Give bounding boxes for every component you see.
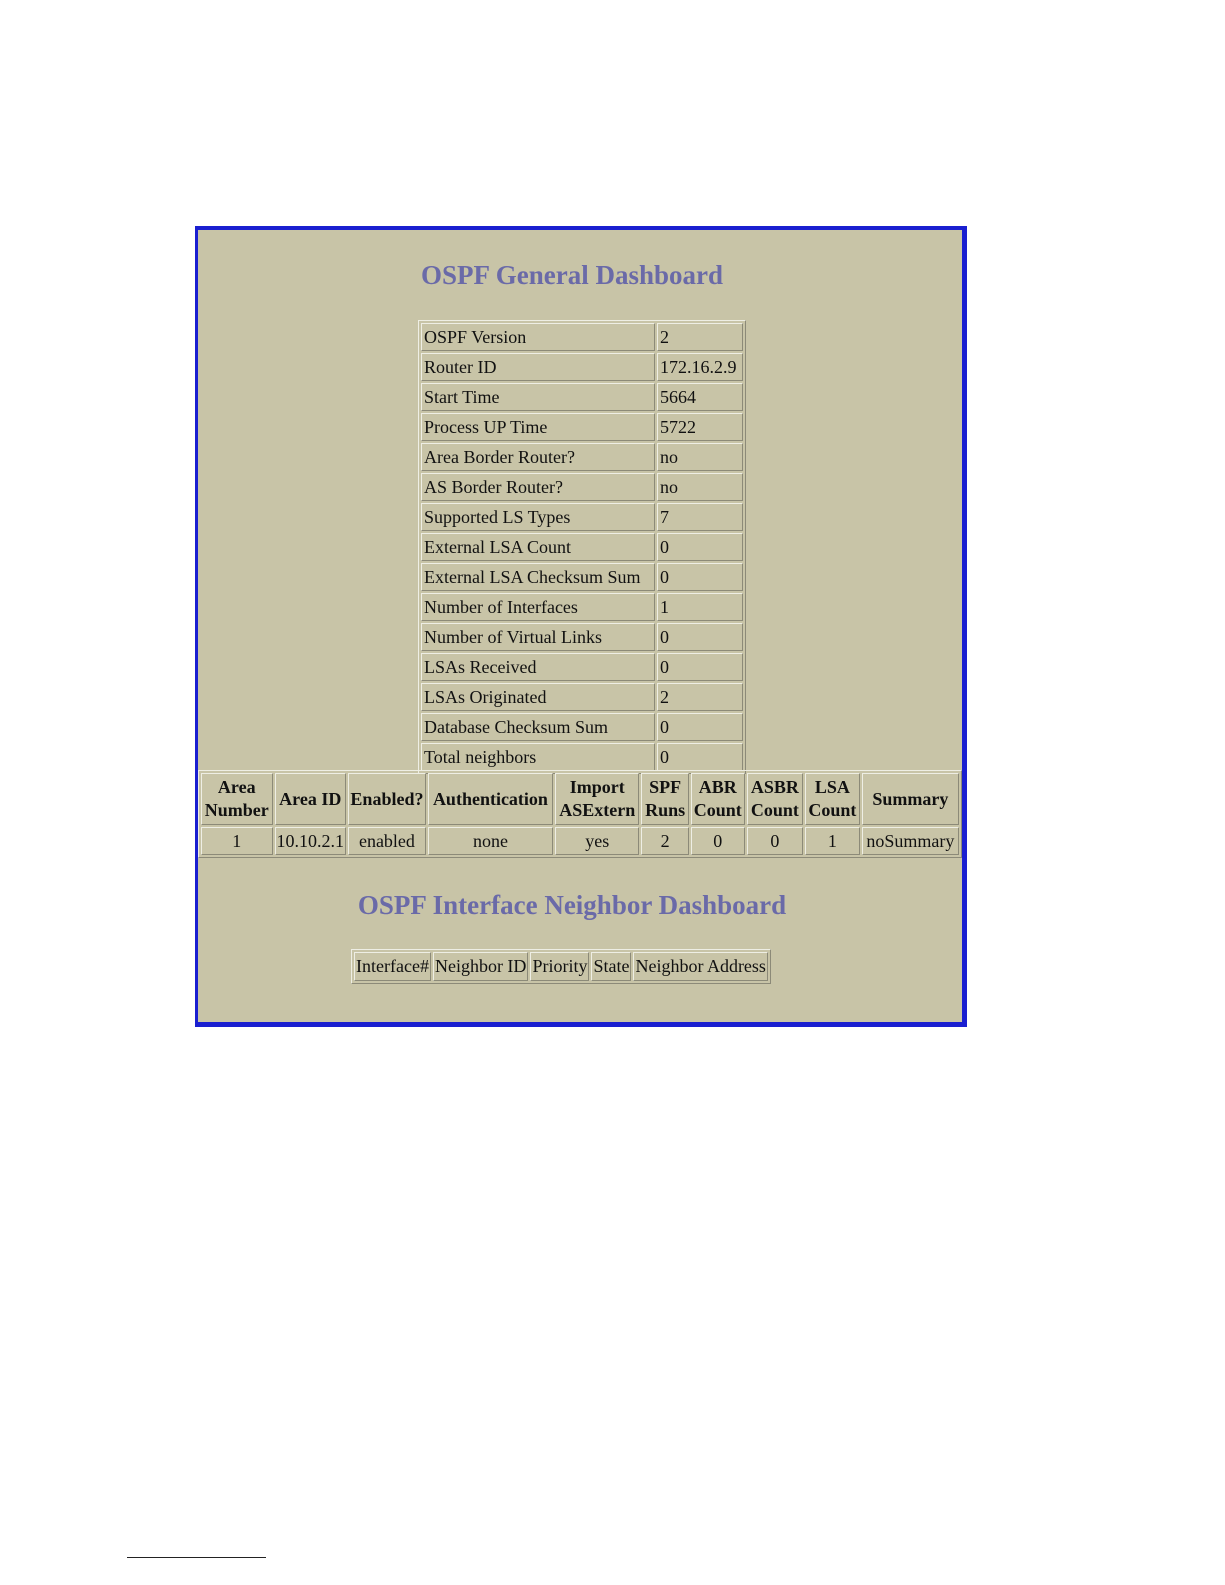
general-row-label: Number of Virtual Links xyxy=(421,623,655,651)
general-row-value: no xyxy=(657,443,743,471)
general-row-label: Number of Interfaces xyxy=(421,593,655,621)
area-column-header xyxy=(805,773,860,825)
general-row-label: Router ID xyxy=(421,353,655,381)
area-column-header-text: ASExtern xyxy=(559,800,636,820)
area-column-header xyxy=(428,773,553,825)
general-row-value: 5722 xyxy=(657,413,743,441)
area-column-header-text: Count xyxy=(693,800,742,820)
area-column-header-text: Import xyxy=(569,777,625,797)
neighbor-column-header: Neighbor ID xyxy=(433,952,528,981)
area-column-header-text: LSA xyxy=(814,777,850,797)
area-column-header-text: Count xyxy=(808,800,857,820)
general-row-value: 2 xyxy=(657,323,743,351)
area-column-header-text: Count xyxy=(750,800,799,820)
general-row-value: 0 xyxy=(657,653,743,681)
general-row-value: 7 xyxy=(657,503,743,531)
general-row-label: LSAs Originated xyxy=(421,683,655,711)
general-row xyxy=(421,383,743,411)
area-column-header xyxy=(555,773,639,825)
area-column-header-text: Enabled? xyxy=(350,788,424,809)
general-info-table xyxy=(418,320,746,774)
general-row-value: no xyxy=(657,473,743,501)
general-row xyxy=(421,323,743,351)
general-row-value: 172.16.2.9 xyxy=(657,353,743,381)
general-row xyxy=(421,503,743,531)
area-column-header-text: Runs xyxy=(645,800,686,820)
area-cell: 0 xyxy=(691,827,745,855)
area-column-header-text: Summary xyxy=(872,788,949,809)
area-column-header xyxy=(348,773,426,825)
neighbor-column-header: State xyxy=(591,952,631,981)
general-row-label: Process UP Time xyxy=(421,413,655,441)
area-column-header xyxy=(275,773,347,825)
neighbor-dashboard-title: OSPF Interface Neighbor Dashboard xyxy=(357,890,787,920)
general-row-label: Area Border Router? xyxy=(421,443,655,471)
area-table xyxy=(198,770,962,858)
area-column-header xyxy=(641,773,689,825)
general-row-value: 0 xyxy=(657,743,743,771)
general-row xyxy=(421,683,743,711)
area-cell: yes xyxy=(555,827,639,855)
area-column-header xyxy=(747,773,803,825)
general-row xyxy=(421,533,743,561)
general-row-value: 1 xyxy=(657,593,743,621)
general-row xyxy=(421,743,743,771)
footnote-separator xyxy=(127,1557,266,1558)
general-row-value: 0 xyxy=(657,713,743,741)
general-row-value: 5664 xyxy=(657,383,743,411)
area-cell: 0 xyxy=(747,827,803,855)
area-column-header-text: Authentication xyxy=(432,788,548,809)
area-cell: 10.10.2.1 xyxy=(275,827,347,855)
general-row xyxy=(421,593,743,621)
area-column-header xyxy=(862,773,959,825)
general-row-value: 0 xyxy=(657,533,743,561)
general-row-value: 0 xyxy=(657,563,743,591)
general-row-label: External LSA Checksum Sum xyxy=(421,563,655,591)
general-row xyxy=(421,623,743,651)
general-row xyxy=(421,413,743,441)
area-cell: none xyxy=(428,827,553,855)
general-row-label: Start Time xyxy=(421,383,655,411)
general-row xyxy=(421,443,743,471)
area-cell: noSummary xyxy=(862,827,959,855)
general-row xyxy=(421,473,743,501)
general-dashboard-title: OSPF General Dashboard xyxy=(420,260,723,290)
general-row-label: Database Checksum Sum xyxy=(421,713,655,741)
area-column-header xyxy=(201,773,273,825)
general-row xyxy=(421,713,743,741)
area-cell: enabled xyxy=(348,827,426,855)
general-row xyxy=(421,353,743,381)
area-column-header-text: Area xyxy=(217,777,256,797)
general-row xyxy=(421,653,743,681)
area-column-header-text: ABR xyxy=(698,777,737,797)
area-cell: 2 xyxy=(641,827,689,855)
area-column-header-text: ASBR xyxy=(750,777,799,797)
general-row-label: OSPF Version xyxy=(421,323,655,351)
area-column-header-text: Area ID xyxy=(279,788,342,809)
area-cell: 1 xyxy=(201,827,273,855)
neighbor-column-header: Priority xyxy=(530,952,589,981)
general-row xyxy=(421,563,743,591)
general-row-value: 2 xyxy=(657,683,743,711)
general-row-label: AS Border Router? xyxy=(421,473,655,501)
area-column-header xyxy=(691,773,745,825)
area-cell: 1 xyxy=(805,827,860,855)
general-row-label: LSAs Received xyxy=(421,653,655,681)
general-row-label: Supported LS Types xyxy=(421,503,655,531)
neighbor-table xyxy=(351,949,771,984)
general-row-label: Total neighbors xyxy=(421,743,655,771)
neighbor-column-header: Neighbor Address xyxy=(633,952,767,981)
area-column-header-text: SPF xyxy=(649,777,682,797)
neighbor-column-header: Interface# xyxy=(354,952,431,981)
area-row xyxy=(201,827,959,855)
area-column-header-text: Number xyxy=(204,800,269,820)
general-row-value: 0 xyxy=(657,623,743,651)
ospf-dashboard-panel xyxy=(195,226,967,1027)
general-row-label: External LSA Count xyxy=(421,533,655,561)
